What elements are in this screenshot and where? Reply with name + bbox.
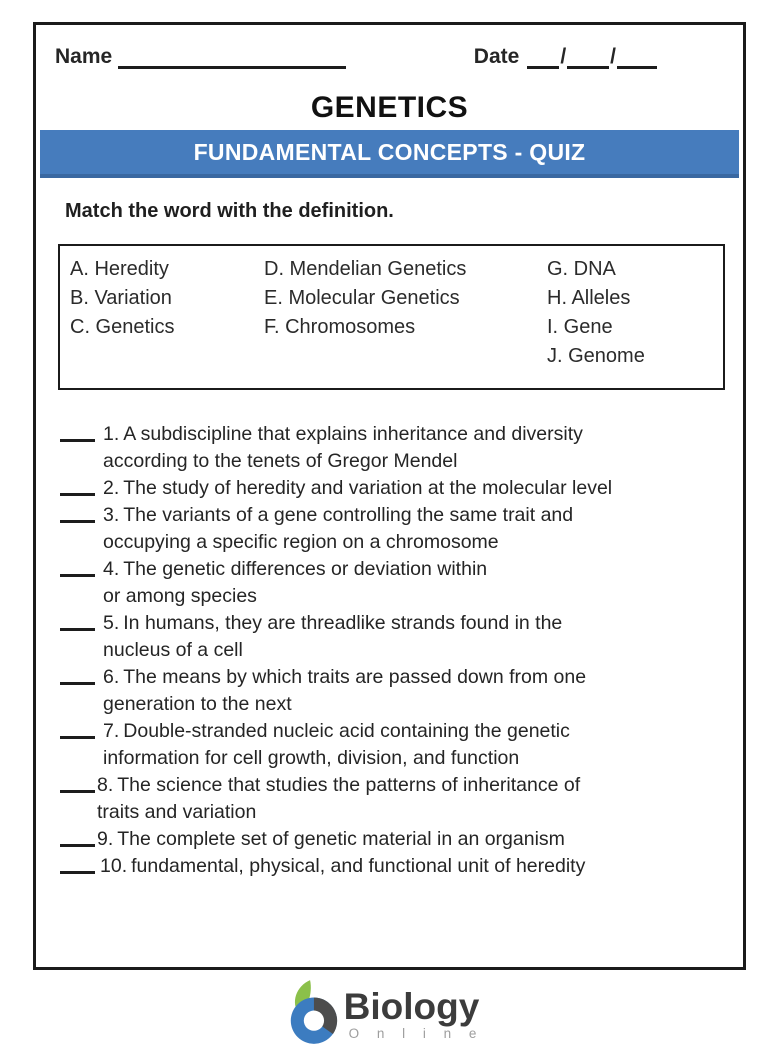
- biology-logo-icon: [285, 979, 339, 1045]
- word-bank-item: B. Variation: [70, 287, 172, 309]
- question-text: The genetic differences or deviation within: [123, 558, 488, 580]
- question-text: The means by which traits are passed down from one: [123, 666, 587, 688]
- question-number: 2.: [103, 477, 120, 499]
- brand-subtitle: O n l i n e: [348, 1026, 484, 1041]
- date-slash: /: [610, 45, 616, 68]
- word-bank-item: I. Gene: [547, 316, 613, 338]
- question-text: The complete set of genetic material in an organism: [117, 828, 565, 850]
- word-bank-item: C. Genetics: [70, 316, 175, 338]
- question-text: The variants of a gene controlling the same trait and: [123, 504, 574, 526]
- question-number: 9.: [97, 828, 114, 850]
- question-text: In humans, they are threadlike strands found in the: [123, 612, 563, 634]
- word-bank-column-1: [70, 255, 264, 388]
- worksheet-frame: [33, 22, 746, 970]
- question-text-continued: according to the tenets of Gregor Mendel: [103, 450, 458, 472]
- question-number: 8.: [97, 774, 114, 796]
- question-row-10: [60, 853, 735, 880]
- question-number: 6.: [103, 666, 120, 688]
- word-bank-item: F. Chromosomes: [264, 316, 416, 338]
- answer-blank-6[interactable]: [60, 664, 95, 685]
- word-bank-box: [58, 244, 725, 390]
- name-group: [55, 45, 346, 69]
- date-month-line[interactable]: [527, 49, 559, 69]
- answer-blank-10[interactable]: [60, 853, 95, 874]
- question-text: The science that studies the patterns of inheritance of: [117, 774, 581, 796]
- answer-blank-1[interactable]: [60, 421, 95, 442]
- question-text-continued: traits and variation: [97, 801, 257, 823]
- question-number: 7.: [103, 720, 120, 742]
- name-date-row: [36, 25, 743, 69]
- word-bank-column-3: [547, 255, 723, 388]
- answer-blank-2[interactable]: [60, 475, 95, 496]
- question-number: 3.: [103, 504, 120, 526]
- biology-online-logo: [0, 979, 768, 1045]
- date-group: [474, 45, 657, 69]
- word-bank-item: J. Genome: [547, 345, 645, 367]
- answer-blank-7[interactable]: [60, 718, 95, 739]
- question-text-continued: or among species: [103, 585, 257, 607]
- question-number: 5.: [103, 612, 120, 634]
- word-bank-item: D. Mendelian Genetics: [264, 258, 467, 280]
- question-text-continued: information for cell growth, division, and function: [103, 747, 520, 769]
- brand-name: Biology: [343, 986, 480, 1027]
- word-bank-item: G. DNA: [547, 258, 616, 280]
- instruction-text: Match the word with the definition.: [65, 200, 394, 222]
- question-number: 10.: [100, 855, 128, 877]
- word-bank-column-2: [264, 255, 547, 388]
- answer-blank-9[interactable]: [60, 826, 95, 847]
- question-text: fundamental, physical, and functional unit of heredity: [131, 855, 586, 877]
- answer-blank-8[interactable]: [60, 772, 95, 793]
- answer-blank-3[interactable]: [60, 502, 95, 523]
- word-bank-item: A. Heredity: [70, 258, 169, 280]
- question-text-continued: generation to the next: [103, 693, 292, 715]
- question-row-2: [60, 475, 735, 502]
- question-text-continued: nucleus of a cell: [103, 639, 243, 661]
- page-title: GENETICS: [310, 91, 469, 124]
- answer-blank-5[interactable]: [60, 610, 95, 631]
- question-text: The study of heredity and variation at the molecular level: [123, 477, 613, 499]
- question-row-5: [60, 610, 735, 664]
- question-number: 4.: [103, 558, 120, 580]
- questions-list: [60, 421, 735, 880]
- question-text: A subdiscipline that explains inheritance and diversity: [123, 423, 583, 445]
- question-number: 1.: [103, 423, 120, 445]
- question-row-9: [60, 826, 735, 853]
- answer-blank-4[interactable]: [60, 556, 95, 577]
- question-row-8: [60, 772, 735, 826]
- question-row-3: [60, 502, 735, 556]
- question-row-1: [60, 421, 735, 475]
- question-text-continued: occupying a specific region on a chromosome: [103, 531, 499, 553]
- question-text: Double-stranded nucleic acid containing the genetic: [123, 720, 570, 742]
- date-day-line[interactable]: [567, 49, 609, 69]
- quiz-banner: FUNDAMENTAL CONCEPTS - QUIZ: [40, 130, 739, 178]
- date-slash: /: [560, 45, 567, 68]
- date-label: Date: [473, 45, 520, 68]
- question-row-6: [60, 664, 735, 718]
- question-row-4: [60, 556, 735, 610]
- name-label: Name: [55, 45, 113, 68]
- question-row-7: [60, 718, 735, 772]
- name-input-line[interactable]: [118, 49, 346, 69]
- word-bank-item: H. Alleles: [547, 287, 631, 309]
- date-year-line[interactable]: [617, 49, 657, 69]
- word-bank-item: E. Molecular Genetics: [264, 287, 460, 309]
